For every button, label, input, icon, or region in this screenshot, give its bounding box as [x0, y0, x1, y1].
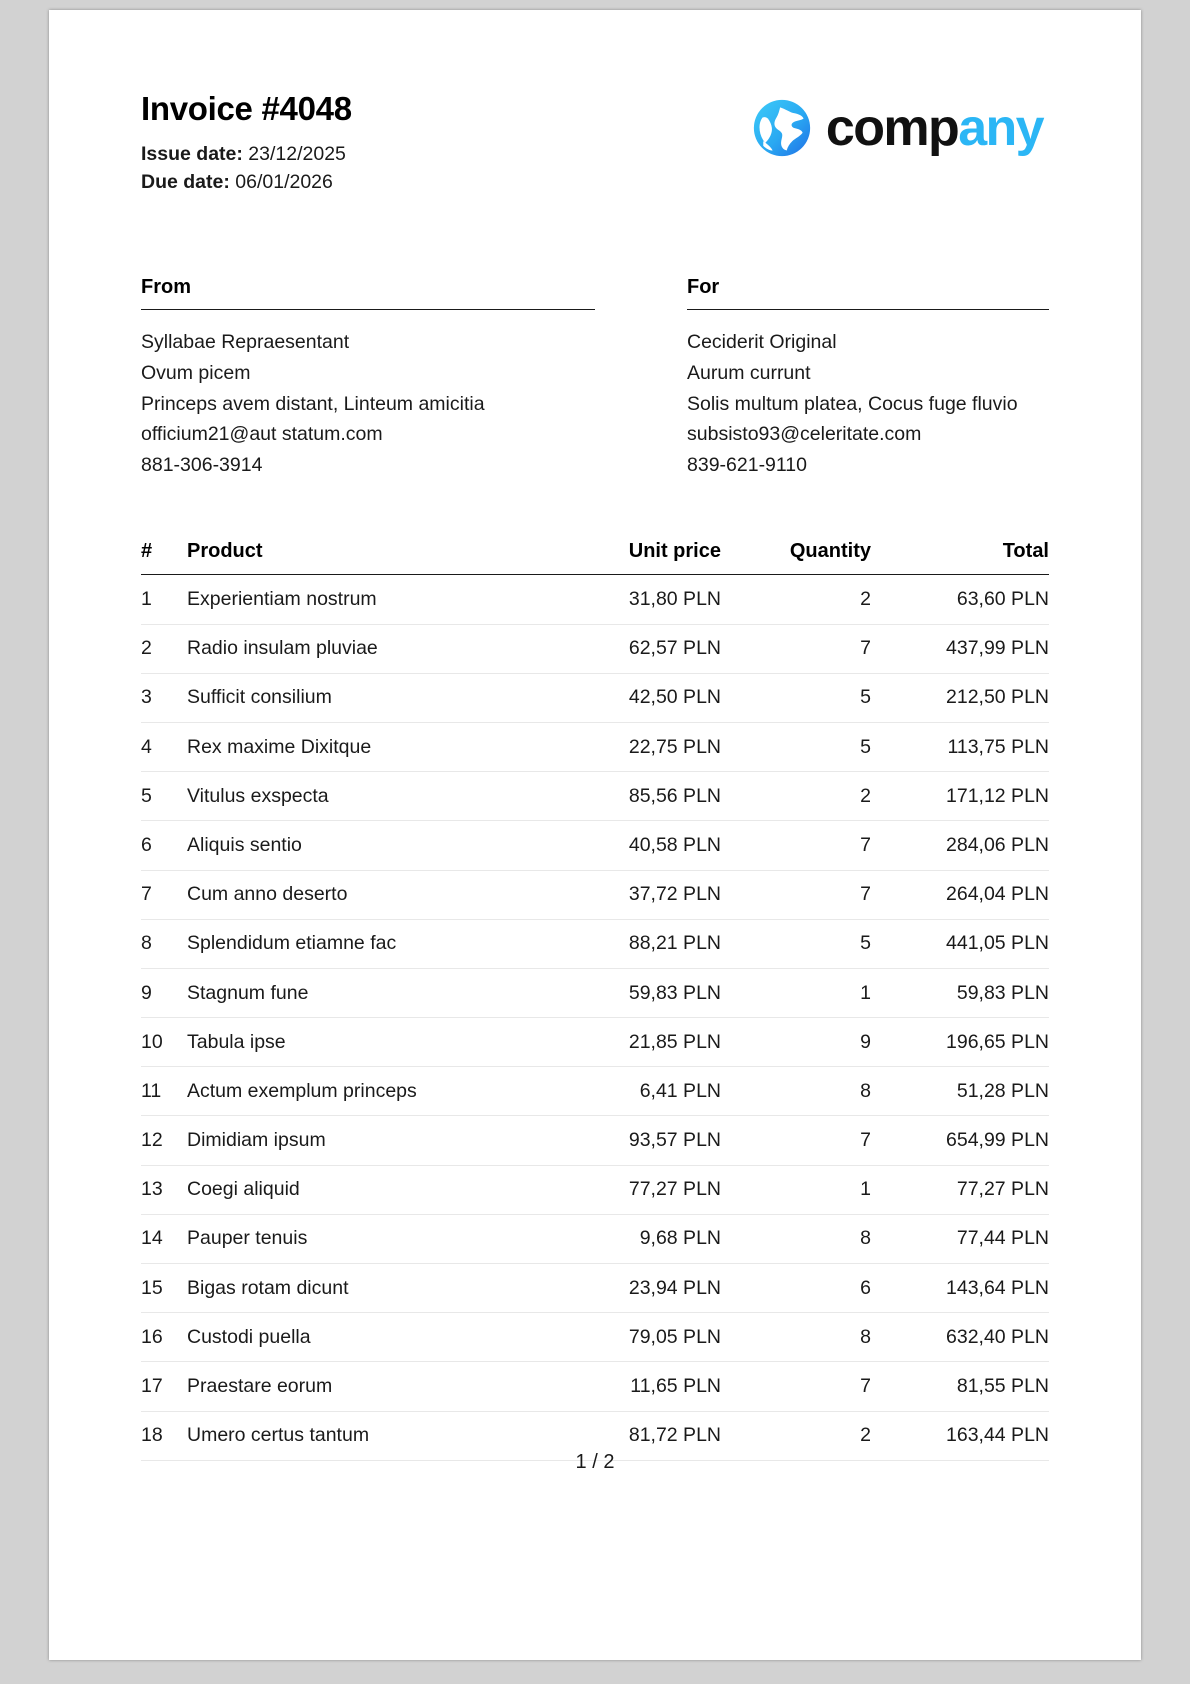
cell-product: Stagnum fune: [187, 968, 531, 1017]
cell-unit-price: 93,57 PLN: [531, 1116, 721, 1165]
cell-product: Cum anno deserto: [187, 870, 531, 919]
from-line-address: Princeps avem distant, Linteum amicitia: [141, 392, 485, 415]
table-body: [141, 575, 1049, 1460]
cell-quantity: 7: [721, 1116, 871, 1165]
cell-unit-price: 21,85 PLN: [531, 1018, 721, 1067]
from-line-name: Syllabae Repraesentant: [141, 331, 350, 354]
cell-total: 437,99 PLN: [871, 624, 1049, 673]
company-logo: [752, 98, 1043, 158]
column-header-quantity: Quantity: [721, 540, 871, 575]
cell-total: 63,60 PLN: [871, 575, 1049, 624]
table-head: [141, 540, 1049, 575]
column-header-product: Product: [187, 540, 531, 575]
cell-index: 6: [141, 821, 187, 870]
cell-unit-price: 23,94 PLN: [531, 1264, 721, 1313]
cell-quantity: 9: [721, 1018, 871, 1067]
cell-index: 13: [141, 1165, 187, 1214]
cell-product: Umero certus tantum: [187, 1411, 531, 1460]
cell-product: Bigas rotam dicunt: [187, 1264, 531, 1313]
for-block: [595, 276, 1049, 480]
cell-total: 171,12 PLN: [871, 772, 1049, 821]
for-line-email: subsisto93@celeritate.com: [687, 423, 922, 446]
issue-date-value: 23/12/2025: [248, 143, 346, 165]
cell-index: 4: [141, 722, 187, 771]
cell-unit-price: 6,41 PLN: [531, 1067, 721, 1116]
from-lines: [141, 310, 595, 480]
issue-date: [141, 141, 352, 169]
cell-product: Aliquis sentio: [187, 821, 531, 870]
from-line-phone: 881-306-3914: [141, 453, 263, 476]
cell-unit-price: 77,27 PLN: [531, 1165, 721, 1214]
cell-product: Actum exemplum princeps: [187, 1067, 531, 1116]
cell-total: 77,44 PLN: [871, 1214, 1049, 1263]
column-header-index: #: [141, 540, 187, 575]
cell-product: Custodi puella: [187, 1313, 531, 1362]
cell-quantity: 7: [721, 870, 871, 919]
table-row: [141, 968, 1049, 1017]
cell-quantity: 7: [721, 1362, 871, 1411]
cell-unit-price: 62,57 PLN: [531, 624, 721, 673]
page-title: Invoice #4048: [141, 90, 352, 127]
cell-product: Tabula ipse: [187, 1018, 531, 1067]
cell-quantity: 1: [721, 968, 871, 1017]
table-row: [141, 1018, 1049, 1067]
cell-index: 14: [141, 1214, 187, 1263]
cell-index: 7: [141, 870, 187, 919]
cell-index: 11: [141, 1067, 187, 1116]
cell-quantity: 2: [721, 772, 871, 821]
for-heading: For: [687, 276, 1049, 310]
cell-total: 284,06 PLN: [871, 821, 1049, 870]
logo-text-accent: any: [958, 99, 1043, 157]
from-line-email: officium21@aut statum.com: [141, 423, 383, 446]
cell-product: Experientiam nostrum: [187, 575, 531, 624]
cell-quantity: 2: [721, 575, 871, 624]
table-row: [141, 673, 1049, 722]
cell-unit-price: 79,05 PLN: [531, 1313, 721, 1362]
logo-wordmark: [825, 99, 1043, 157]
cell-index: 15: [141, 1264, 187, 1313]
cell-quantity: 2: [721, 1411, 871, 1460]
from-line-company: Ovum picem: [141, 361, 251, 384]
cell-unit-price: 40,58 PLN: [531, 821, 721, 870]
invoice-page: [49, 10, 1141, 1660]
cell-product: Splendidum etiamne fac: [187, 919, 531, 968]
cell-index: 10: [141, 1018, 187, 1067]
cell-index: 5: [141, 772, 187, 821]
logo-text-dark: comp: [825, 99, 959, 157]
cell-total: 81,55 PLN: [871, 1362, 1049, 1411]
cell-quantity: 5: [721, 722, 871, 771]
for-line-phone: 839-621-9110: [687, 453, 807, 476]
invoice-title-block: [141, 92, 352, 196]
cell-quantity: 1: [721, 1165, 871, 1214]
cell-total: 77,27 PLN: [871, 1165, 1049, 1214]
due-date-label: Due date:: [141, 170, 230, 193]
parties-section: [141, 276, 1049, 480]
issue-date-label: Issue date:: [141, 143, 243, 165]
cell-index: 2: [141, 624, 187, 673]
cell-quantity: 8: [721, 1313, 871, 1362]
cell-product: Coegi aliquid: [187, 1165, 531, 1214]
cell-index: 1: [141, 575, 187, 624]
table-row: [141, 1116, 1049, 1165]
for-line-name: Ceciderit Original: [687, 331, 837, 354]
cell-unit-price: 59,83 PLN: [531, 968, 721, 1017]
cell-unit-price: 42,50 PLN: [531, 673, 721, 722]
table-row: [141, 772, 1049, 821]
table-row: [141, 1165, 1049, 1214]
cell-quantity: 8: [721, 1214, 871, 1263]
cell-total: 632,40 PLN: [871, 1313, 1049, 1362]
cell-product: Vitulus exspecta: [187, 772, 531, 821]
for-line-address: Solis multum platea, Cocus fuge fluvio: [687, 392, 1018, 415]
cell-quantity: 7: [721, 821, 871, 870]
for-line-company: Aurum currunt: [687, 361, 811, 384]
table-row: [141, 1313, 1049, 1362]
cell-quantity: 5: [721, 673, 871, 722]
cell-unit-price: 31,80 PLN: [531, 575, 721, 624]
table-row: [141, 1067, 1049, 1116]
page-pagination: 1 / 2: [575, 1451, 615, 1473]
cell-total: 163,44 PLN: [871, 1411, 1049, 1460]
line-items-table: [141, 540, 1049, 1460]
table-row: [141, 870, 1049, 919]
cell-product: Praestare eorum: [187, 1362, 531, 1411]
cell-total: 654,99 PLN: [871, 1116, 1049, 1165]
cell-quantity: 7: [721, 624, 871, 673]
cell-total: 264,04 PLN: [871, 870, 1049, 919]
cell-total: 212,50 PLN: [871, 673, 1049, 722]
cell-index: 17: [141, 1362, 187, 1411]
cell-index: 12: [141, 1116, 187, 1165]
cell-total: 59,83 PLN: [871, 968, 1049, 1017]
cell-unit-price: 81,72 PLN: [531, 1411, 721, 1460]
due-date-value: 06/01/2026: [235, 170, 333, 193]
cell-index: 9: [141, 968, 187, 1017]
cell-quantity: 6: [721, 1264, 871, 1313]
table-row: [141, 1362, 1049, 1411]
from-heading: From: [141, 276, 595, 310]
column-header-unit-price: Unit price: [531, 540, 721, 575]
cell-unit-price: 11,65 PLN: [531, 1362, 721, 1411]
table-row: [141, 919, 1049, 968]
cell-total: 51,28 PLN: [871, 1067, 1049, 1116]
table-header-row: [141, 540, 1049, 575]
cell-index: 18: [141, 1411, 187, 1460]
cell-product: Pauper tenuis: [187, 1214, 531, 1263]
cell-product: Dimidiam ipsum: [187, 1116, 531, 1165]
cell-quantity: 8: [721, 1067, 871, 1116]
cell-index: 8: [141, 919, 187, 968]
cell-quantity: 5: [721, 919, 871, 968]
cell-total: 143,64 PLN: [871, 1264, 1049, 1313]
cell-unit-price: 9,68 PLN: [531, 1214, 721, 1263]
cell-product: Sufficit consilium: [187, 673, 531, 722]
table-row: [141, 722, 1049, 771]
table-row: [141, 1214, 1049, 1263]
cell-index: 16: [141, 1313, 187, 1362]
table-row: [141, 624, 1049, 673]
cell-total: 441,05 PLN: [871, 919, 1049, 968]
cell-product: Radio insulam pluviae: [187, 624, 531, 673]
cell-index: 3: [141, 673, 187, 722]
cell-unit-price: 37,72 PLN: [531, 870, 721, 919]
invoice-header: [141, 10, 1049, 196]
cell-unit-price: 22,75 PLN: [531, 722, 721, 771]
for-lines: [687, 310, 1049, 480]
due-date: [141, 169, 352, 197]
cell-unit-price: 85,56 PLN: [531, 772, 721, 821]
table-row: [141, 575, 1049, 624]
cell-total: 196,65 PLN: [871, 1018, 1049, 1067]
globe-icon: [752, 98, 812, 158]
table-row: [141, 1264, 1049, 1313]
table-row: [141, 821, 1049, 870]
column-header-total: Total: [871, 540, 1049, 575]
from-block: [141, 276, 595, 480]
cell-total: 113,75 PLN: [871, 722, 1049, 771]
cell-product: Rex maxime Dixitque: [187, 722, 531, 771]
cell-unit-price: 88,21 PLN: [531, 919, 721, 968]
